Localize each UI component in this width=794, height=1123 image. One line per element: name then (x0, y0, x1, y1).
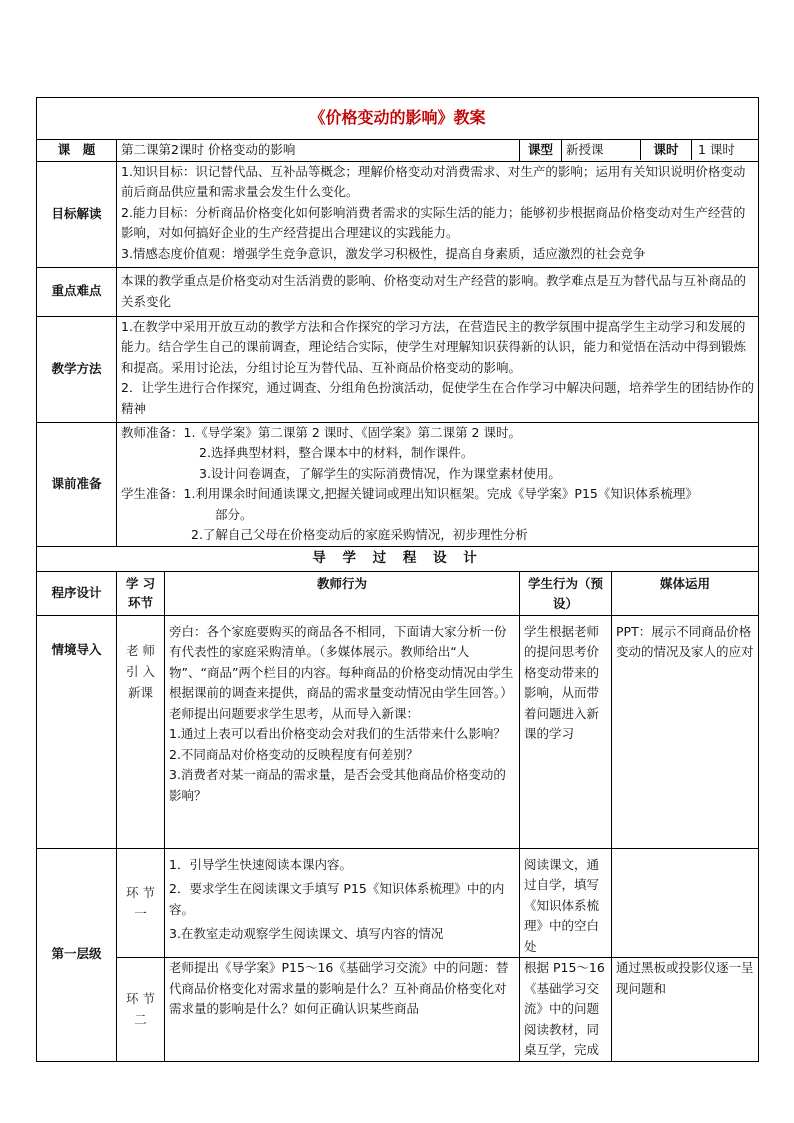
student-prep-2: 2.了解自己父母在价格变动后的家庭采购情况，初步理性分析 (191, 527, 528, 542)
teacher-prep-3: 3.设计问卷调查，了解学生的实际消费情况，作为课堂素材使用。 (199, 465, 561, 481)
level1-step2-student: 根据 P15～16《基础学习交流》中的问题阅读教材，同桌互学，完成 (520, 958, 612, 1062)
step1-line-2: 2．要求学生在阅读课文手填写 P15《知识体系梳理》中的内容。 (169, 881, 505, 917)
level1-step1-student: 阅读课文，通过自学，填写《知识体系梳理》中的空白处 (520, 848, 612, 958)
goal-ability: 2.能力目标：分析商品价格变化如何影响消费者需求的实际生活的能力；能够初步根据商品价格变动对生产经营的影响，对如何搞好企业的生产经营提出合理建议的实践能力。 (121, 204, 746, 240)
header-media: 媒体运用 (612, 571, 759, 615)
teacher-prep-2: 2.选择典型材料，整合课本中的材料，制作课件。 (199, 445, 474, 460)
intro-question-1: 1.通过上表可以看出价格变动会对我们的生活带来什么影响？ (169, 726, 506, 741)
prep-label: 课前准备 (37, 422, 117, 546)
intro-question-3: 3.消费者对某一商品的需求量，是否会受其他商品价格变动的影响？ (169, 767, 506, 803)
process-section-title: 导 学 过 程 设 计 (37, 546, 759, 571)
method-2: 2．让学生进行合作探究，通过调查、分组角色扮演活动，促使学生在合作学习中解决问题，培养学生的团结协作的精神 (121, 380, 754, 416)
methods-label: 教学方法 (37, 316, 117, 422)
methods-content (117, 316, 759, 422)
level1-step2: 环 节 二 (117, 958, 165, 1062)
goals-content (117, 161, 759, 267)
intro-student: 学生根据老师的提问思考价格变动带来的影响，从而带着问题进入新课的学习 (520, 615, 612, 848)
intro-media: PPT：展示不同商品价格变动的情况及家人的应对 (612, 615, 759, 848)
header-student: 学生行为（预设） (520, 571, 612, 615)
header-program: 程序设计 (37, 571, 117, 615)
level1-step1: 环 节 一 (117, 848, 165, 958)
header-step: 学 习 环节 (117, 571, 165, 615)
topic-label: 课 题 (37, 140, 117, 162)
goal-attitude: 3.情感态度价值观：增强学生竞争意识，激发学习积极性，提高自身素质，适应激烈的社会竞争 (121, 245, 646, 261)
student-prep-1b: 部分。 (215, 506, 253, 522)
step1-line-3: 3.在教室走动观察学生阅读课文、填写内容的情况 (169, 926, 444, 941)
level1-step2-teacher: 老师提出《导学案》P15～16《基础学习交流》中的问题：替代商品价格变化对需求量的影响是什么？互补商品价格变化对需求量的影响是什么？如何正确认识某些商品 (165, 958, 520, 1062)
intro-question-2: 2.不同商品对价格变动的反映程度有何差别？ (169, 746, 419, 762)
level1-program: 第一层级 (37, 848, 117, 1061)
lesson-plan-table (36, 97, 759, 1062)
level1-step2-media: 通过黑板或投影仪逐一呈现问题和 (612, 958, 759, 1062)
keypoints-text: 本课的教学重点是价格变动对生活消费的影响、价格变动对生产经营的影响。教学难点是互为替代品与互补商品的关系变化 (117, 267, 759, 316)
level1-step1-media (612, 848, 759, 958)
intro-narration: 旁白：各个家庭要购买的商品各不相同，下面请大家分析一份有代表性的家庭采购清单。（多媒体展示。教师给出“人物”、“商品”两个栏目的内容。每种商品的价格变动情况由学生根据课前的调查来提供，商品的需求量变动情况由学生回答。） (169, 623, 514, 700)
goal-knowledge: 1.知识目标：识记替代品、互补品等概念；理解价格变动对消费需求、对生产的影响；运用有关知识说明价格变动前后商品供应量和需求量会发生什么变化。 (121, 163, 746, 199)
type-label: 课型 (520, 140, 562, 162)
intro-program: 情境导入 (37, 615, 117, 848)
intro-question-lead: 老师提出问题要求学生思考，从而导入新课： (169, 705, 420, 721)
method-1: 1.在教学中采用开放互动的教学方法和合作探究的学习方法，在营造民主的教学氛围中提高学生主动学习和发展的能力。结合学生自己的课前调查，理论结合实际，使学生对理解知识获得新的认识，能力和觉悟在活动中得到锻炼和提高。采用讨论法，分组讨论互为替代品、互补商品价格变动的影响。 (121, 318, 747, 375)
student-prep-1: 学生准备：1.利用课余时间通读课文,把握关键词或理出知识框架。完成《导学案》P15《知识体系梳理》 (121, 486, 698, 501)
document-title: 《价格变动的影响》教案 (37, 98, 759, 140)
goals-label: 目标解读 (37, 161, 117, 267)
type-value: 新授课 (562, 140, 641, 160)
step1-line-1: 1．引导学生快速阅读本课内容。 (169, 856, 352, 872)
hours-value: 1 课时 (698, 142, 735, 158)
level1-step1-teacher (165, 848, 520, 958)
header-teacher: 教师行为 (165, 571, 520, 615)
intro-teacher (165, 615, 520, 848)
intro-step: 老 师 引 入 新课 (117, 615, 165, 848)
prep-content (117, 422, 759, 546)
teacher-prep-1: 教师准备：1.《导学案》第二课第 2 课时、《固学案》第二课第 2 课时。 (121, 424, 521, 440)
hours-label: 课时 (641, 140, 692, 160)
keypoints-label: 重点难点 (37, 267, 117, 316)
topic-value: 第二课第2课时 价格变动的影响 (117, 140, 520, 162)
